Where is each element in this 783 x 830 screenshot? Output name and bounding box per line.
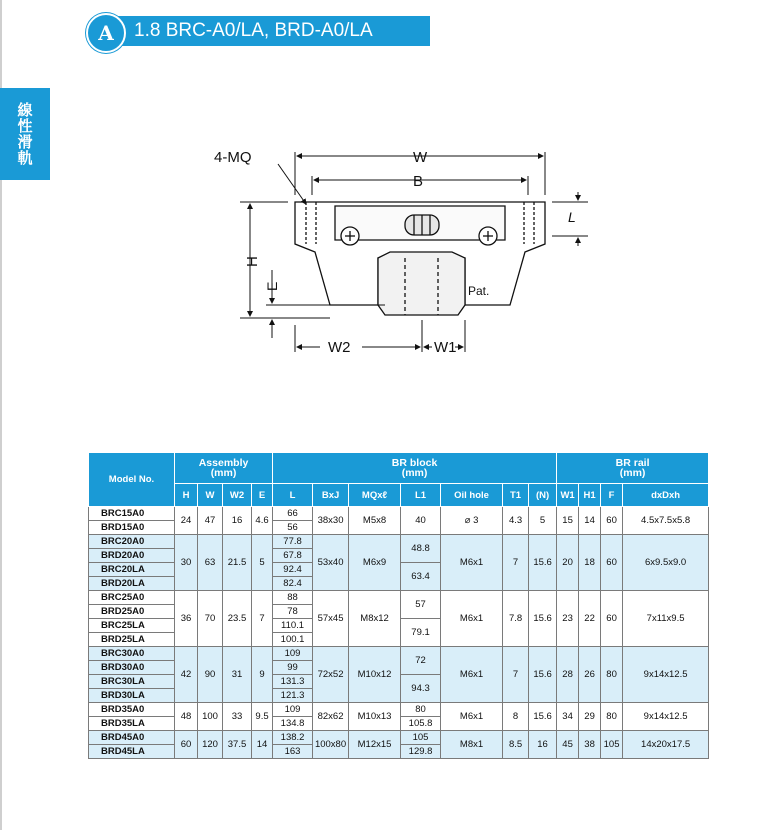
column-header: W2: [223, 484, 252, 507]
column-header: MQxℓ: [349, 484, 401, 507]
table-cell: BRD25A0: [89, 605, 175, 619]
column-header: T1: [503, 484, 529, 507]
table-cell: 48: [175, 703, 198, 731]
table-cell: 20: [557, 535, 579, 591]
column-header: F: [601, 484, 623, 507]
model-header: Model No.: [89, 453, 175, 507]
table-cell: 121.3: [273, 689, 313, 703]
column-header: H1: [579, 484, 601, 507]
table-cell: 23.5: [223, 591, 252, 647]
table-cell: 9.5: [252, 703, 273, 731]
table-cell: 15.6: [529, 591, 557, 647]
table-cell: BRC20A0: [89, 535, 175, 549]
table-row: [89, 507, 709, 521]
column-header: H: [175, 484, 198, 507]
table-cell: 4.6: [252, 507, 273, 535]
table-cell: 57x45: [313, 591, 349, 647]
l-label: L: [568, 209, 576, 225]
table-cell: 78: [273, 605, 313, 619]
table-cell: 94.3: [401, 675, 441, 703]
table-cell: 7x11x9.5: [623, 591, 709, 647]
mq-label: 4-MQ: [214, 149, 252, 166]
table-cell: 16: [529, 731, 557, 759]
side-tab[interactable]: [0, 88, 50, 180]
table-cell: BRD45A0: [89, 731, 175, 745]
table-cell: 80: [401, 703, 441, 717]
table-cell: 100.1: [273, 633, 313, 647]
table-cell: M5x8: [349, 507, 401, 535]
table-row: [89, 731, 709, 745]
table-cell: 18: [579, 535, 601, 591]
table-cell: BRD20A0: [89, 549, 175, 563]
table-cell: BRC30LA: [89, 675, 175, 689]
table-cell: 79.1: [401, 619, 441, 647]
table-cell: 4.3: [503, 507, 529, 535]
table-cell: ⌀ 3: [441, 507, 503, 535]
table-cell: 7: [503, 535, 529, 591]
table-cell: BRD25LA: [89, 633, 175, 647]
table-cell: 88: [273, 591, 313, 605]
table-cell: 31: [223, 647, 252, 703]
table-cell: 30: [175, 535, 198, 591]
table-cell: 21.5: [223, 535, 252, 591]
table-cell: BRC15A0: [89, 507, 175, 521]
side-tab-label: 線性滑軌: [15, 102, 34, 166]
table-cell: 63: [198, 535, 223, 591]
h-label: H: [244, 256, 261, 267]
table-cell: 129.8: [401, 745, 441, 759]
column-header: BxJ: [313, 484, 349, 507]
column-header: L: [273, 484, 313, 507]
table-cell: 26: [579, 647, 601, 703]
table-cell: 8: [503, 703, 529, 731]
table-cell: 5: [252, 535, 273, 591]
table-cell: 60: [601, 591, 623, 647]
table-cell: 45: [557, 731, 579, 759]
section-title: 1.8 BRC-A0/LA, BRD-A0/LA: [134, 20, 373, 41]
table-cell: 4.5x7.5x5.8: [623, 507, 709, 535]
table-cell: 22: [579, 591, 601, 647]
table-cell: 15.6: [529, 535, 557, 591]
table-cell: 110.1: [273, 619, 313, 633]
table-cell: M10x12: [349, 647, 401, 703]
table-cell: 33: [223, 703, 252, 731]
table-cell: BRD35LA: [89, 717, 175, 731]
table-cell: 131.3: [273, 675, 313, 689]
e-label: E: [264, 281, 280, 291]
column-header: (N): [529, 484, 557, 507]
table-cell: 60: [601, 507, 623, 535]
table-cell: 15: [557, 507, 579, 535]
brand-logo: [86, 13, 126, 53]
table-row: [89, 647, 709, 661]
table-cell: 109: [273, 647, 313, 661]
table-cell: 36: [175, 591, 198, 647]
table-cell: M6x9: [349, 535, 401, 591]
table-cell: 14x20x17.5: [623, 731, 709, 759]
block-cross-section-drawing: [200, 140, 600, 370]
pat-label: Pat.: [468, 284, 490, 298]
table-cell: 99: [273, 661, 313, 675]
table-cell: 60: [601, 535, 623, 591]
table-cell: 9x14x12.5: [623, 703, 709, 731]
table-cell: 56: [273, 521, 313, 535]
table-row: [89, 535, 709, 549]
table-cell: 138.2: [273, 731, 313, 745]
table-cell: BRC25A0: [89, 591, 175, 605]
table-cell: 80: [601, 703, 623, 731]
w1-label: W1: [434, 339, 457, 356]
table-cell: 38x30: [313, 507, 349, 535]
column-header: W1: [557, 484, 579, 507]
column-header: L1: [401, 484, 441, 507]
table-cell: 80: [601, 647, 623, 703]
table-cell: 67.8: [273, 549, 313, 563]
table-cell: 163: [273, 745, 313, 759]
table-cell: 9: [252, 647, 273, 703]
table-row: [89, 703, 709, 717]
table-cell: M6x1: [441, 703, 503, 731]
table-cell: 42: [175, 647, 198, 703]
table-cell: 7: [252, 591, 273, 647]
table-cell: 134.8: [273, 717, 313, 731]
table-cell: 38: [579, 731, 601, 759]
column-header: dxDxh: [623, 484, 709, 507]
table-cell: 70: [198, 591, 223, 647]
table-cell: 37.5: [223, 731, 252, 759]
table-cell: M6x1: [441, 591, 503, 647]
column-header: E: [252, 484, 273, 507]
table-cell: 23: [557, 591, 579, 647]
table-cell: 60: [175, 731, 198, 759]
table-cell: M6x1: [441, 647, 503, 703]
table-cell: 92.4: [273, 563, 313, 577]
table-cell: 34: [557, 703, 579, 731]
table-cell: 28: [557, 647, 579, 703]
table-cell: 105.8: [401, 717, 441, 731]
table-cell: M12x15: [349, 731, 401, 759]
section-header: [88, 16, 430, 46]
table-cell: 8.5: [503, 731, 529, 759]
spec-table-container: [88, 452, 708, 759]
table-cell: BRD45LA: [89, 745, 175, 759]
table-cell: 120: [198, 731, 223, 759]
table-cell: BRD30A0: [89, 661, 175, 675]
w2-label: W2: [328, 339, 351, 356]
rail-header: BR rail (mm): [557, 453, 709, 484]
table-cell: 9x14x12.5: [623, 647, 709, 703]
table-cell: BRD35A0: [89, 703, 175, 717]
table-cell: 90: [198, 647, 223, 703]
table-cell: 48.8: [401, 535, 441, 563]
table-cell: 72x52: [313, 647, 349, 703]
block-header: BR block (mm): [273, 453, 557, 484]
table-cell: M6x1: [441, 535, 503, 591]
table-cell: 6x9.5x9.0: [623, 535, 709, 591]
table-cell: 29: [579, 703, 601, 731]
table-cell: 14: [252, 731, 273, 759]
table-cell: 14: [579, 507, 601, 535]
table-cell: BRD15A0: [89, 521, 175, 535]
table-cell: 63.4: [401, 563, 441, 591]
assembly-header: Assembly (mm): [175, 453, 273, 484]
column-header: W: [198, 484, 223, 507]
table-cell: 47: [198, 507, 223, 535]
table-cell: 82.4: [273, 577, 313, 591]
table-cell: 100x80: [313, 731, 349, 759]
table-cell: 77.8: [273, 535, 313, 549]
table-cell: 66: [273, 507, 313, 521]
table-cell: 82x62: [313, 703, 349, 731]
table-cell: 15.6: [529, 647, 557, 703]
table-cell: BRC30A0: [89, 647, 175, 661]
table-row: [89, 591, 709, 605]
spec-table: [88, 452, 709, 759]
logo-letter: A: [98, 21, 114, 45]
b-label: B: [413, 173, 424, 190]
w-label: W: [413, 149, 428, 166]
table-cell: 109: [273, 703, 313, 717]
table-cell: 100: [198, 703, 223, 731]
table-cell: 53x40: [313, 535, 349, 591]
table-cell: BRC20LA: [89, 563, 175, 577]
table-cell: 15.6: [529, 703, 557, 731]
table-cell: BRD20LA: [89, 577, 175, 591]
table-cell: 57: [401, 591, 441, 619]
table-cell: BRD30LA: [89, 689, 175, 703]
table-cell: 105: [601, 731, 623, 759]
rail-profile: [378, 252, 465, 315]
table-cell: 24: [175, 507, 198, 535]
column-header: Oil hole: [441, 484, 503, 507]
table-cell: 5: [529, 507, 557, 535]
table-cell: M8x1: [441, 731, 503, 759]
table-cell: 40: [401, 507, 441, 535]
table-cell: M8x12: [349, 591, 401, 647]
table-cell: 105: [401, 731, 441, 745]
table-cell: 16: [223, 507, 252, 535]
table-cell: M10x13: [349, 703, 401, 731]
table-cell: 7: [503, 647, 529, 703]
table-cell: 7.8: [503, 591, 529, 647]
table-cell: 72: [401, 647, 441, 675]
table-cell: BRC25LA: [89, 619, 175, 633]
